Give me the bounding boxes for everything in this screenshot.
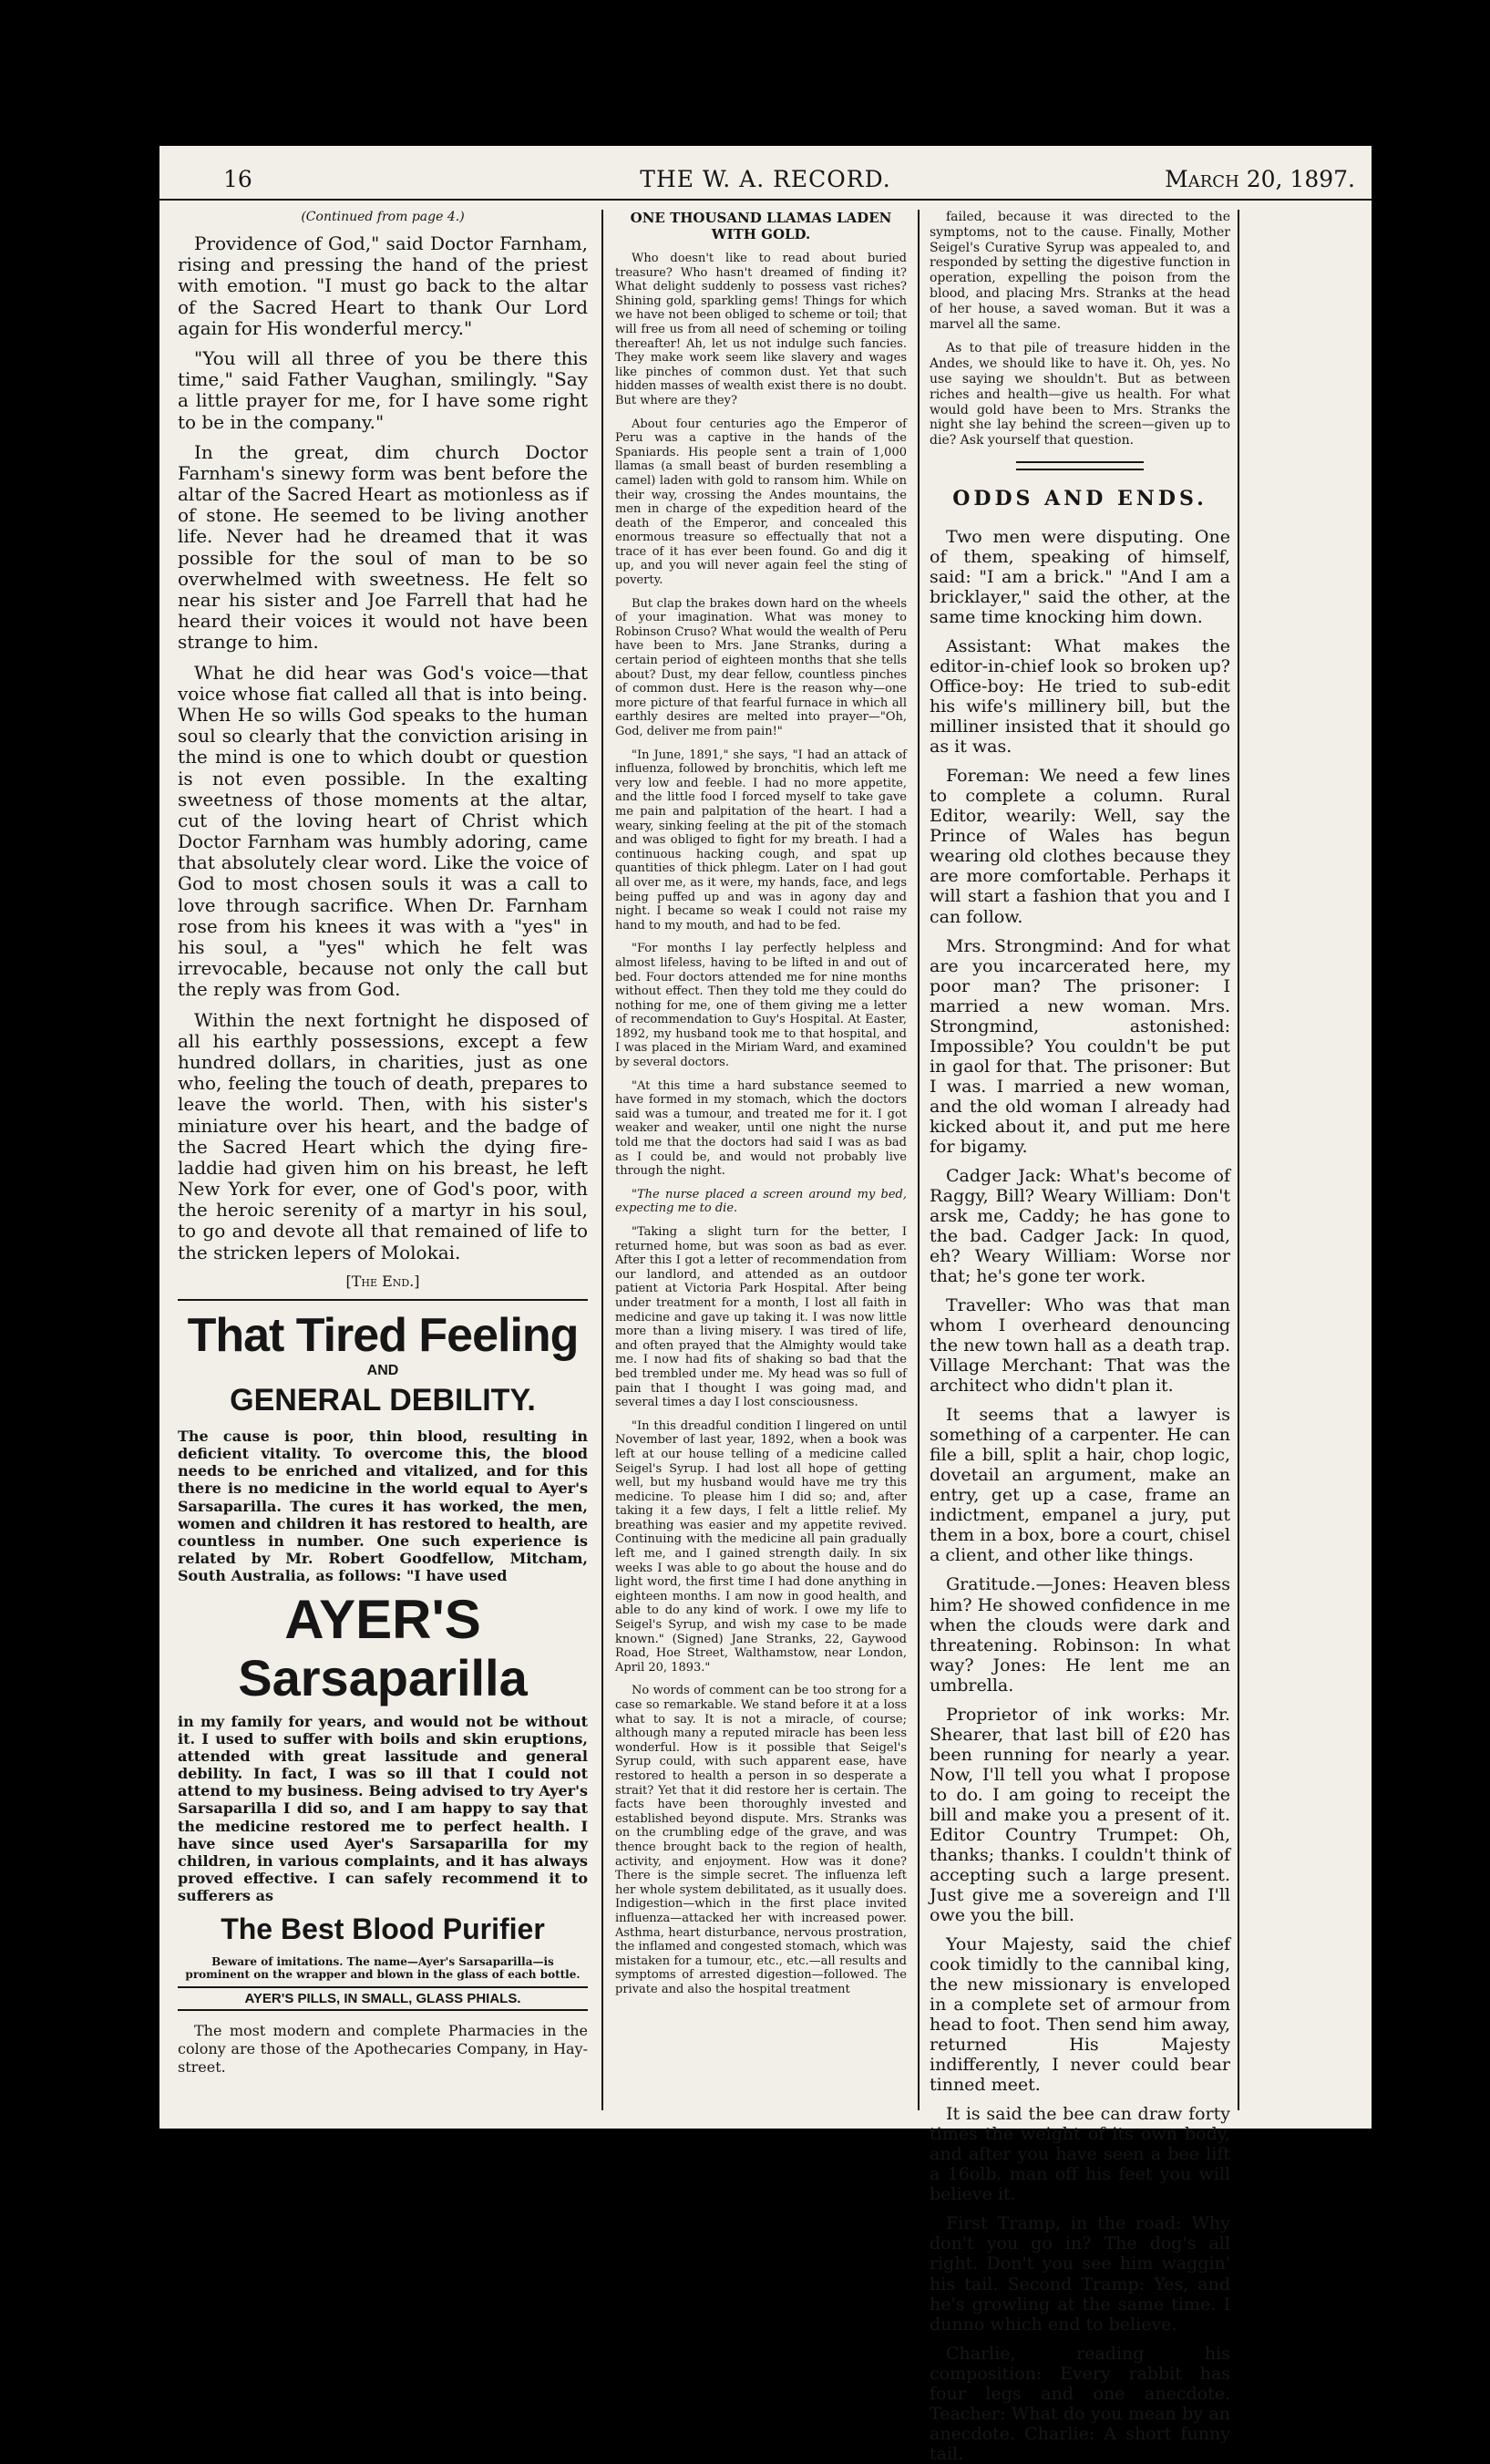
continued-note: (Continued from page 4.) — [301, 210, 465, 224]
column-4-partial — [1249, 210, 1362, 2110]
column-rule-1 — [601, 210, 603, 2110]
odds-paragraph: First Tramp, in the road: Why don't you go in? The dog's all right. Don't you see him waggin' his tail. Second Tramp: Yes, and he's growling at the same time. I dunno which end to believe. — [930, 2213, 1230, 2335]
llamas-paragraph: "For months I lay perfectly helpless and almost lifeless, having to be lifted in and out of bed. Four doctors attended me for nine months without effect. Then they told me they could do nothing for me, one of them giving me a letter of recommendation to Guy's Hospital. At Easter, 1892, my husband took me to that hospital, and I was placed in the Miriam Ward, and examined by several doctors. — [615, 942, 907, 1070]
story-paragraph: What he did hear was God's voice—that voice whose fiat called all that is into being. When He so wills God speaks to the human soul so clearly that the conviction arising in the mind is one to which doubt or question is not even possible. In the exalting sweetness of those moments at the altar, cut of the loving heart of Christ which Doctor Farnham was humbly adoring, came that absolutely clear word. Like the voice of God to most chosen souls it was a call to love through sacrifice. When Dr. Farnham rose from his knees it was with a "yes" in his soul, a "yes" which he felt was irrevocable, because not only the call but the reply was from God. — [178, 661, 588, 1001]
odds-paragraph: Traveller: Who was that man whom I overheard denouncing the new town hall as a death trap. Village Merchant: That was the architect who didn't plan it. — [930, 1295, 1230, 1397]
ad-headline-1: That Tired Feeling — [187, 1308, 579, 1362]
story-paragraph: In the great, dim church Doctor Farnham's sinewy form was bent before the altar of the Sacred Heart as motionless as if of stone. He seemed to be living another life. Never had he dreamed that it was possible for the soul of man to be so overwhelmed with sweetness. He felt so near his sister and Joe Farrell that had he heard their voices it would not have been strange to him. — [178, 440, 588, 654]
ad-tagline: The Best Blood Purifier — [221, 1912, 545, 1945]
ad-brand-1: AYER'S — [284, 1588, 481, 1650]
masthead: THE W. A. RECORD. — [640, 166, 891, 192]
llamas-continued-paragraph: As to that pile of treasure hidden in the Andes, we should like to have it. Oh, yes. No use saying we shouldn't. But as between riches and health—give us health. For what would gold have been to Mrs. Stranks the night she lay behind the screen—given up to die? Ask yourself that question. — [930, 341, 1230, 448]
odds-paragraph: Foreman: We need a few lines to complete a column. Rural Editor, wearily: Well, say the Prince of Wales has begun wearing old clothes because they are more comfortable. Perhaps it will start a fashion that you and I can follow. — [930, 766, 1230, 927]
story-paragraph: Providence of God," said Doctor Farnham, rising and pressing the hand of the priest with emotion. "I must go back to the altar of the Sacred Heart to thank Our Lord again for His wonderful mercy." — [178, 232, 588, 339]
column-1 — [178, 210, 588, 2110]
llamas-paragraph: "At this time a hard substance seemed to have formed in my stomach, which the doctors said was a tumour, and treated me for it. I got weaker and weaker, until one night the nurse told me that the doctors had said I was as bad as I could be, and would not probably live through the night. — [615, 1078, 907, 1179]
newspaper-page — [159, 146, 1372, 2464]
column-2 — [615, 210, 907, 2110]
odds-paragraph: Your Majesty, said the chief cook timidly to the cannibal king, the new missionary is enveloped in a complete set of armour from head to foot. Then send him away, returned His Majesty indifferently, I never could bear tinned meet. — [930, 1934, 1230, 2096]
llamas-paragraph: But clap the brakes down hard on the wheels of your imagination. What was money to Robinson Cruso? What would the wealth of Peru have been to Mrs. Jane Stranks, during a certain period of eighteen months that she tells about? Dust, my dear fellow, countless pinches of common dust. Here is the reason why—one more picture of that fearful furnace in which all earthly desires are melted into prayer—"Oh, God, deliver me from pain!" — [615, 596, 907, 738]
ad-beware: Beware of imitations. The name—Ayer's Sarsaparilla—is prominent on the wrapper and blown in the glass of each bottle. — [185, 1954, 581, 1981]
odds-paragraph: It is said the bee can draw forty times the weight of its own body, and after you have seen a bee lift a 16olb. man off his feet you will believe it. — [930, 2104, 1230, 2205]
llamas-paragraph: Who doesn't like to read about buried treasure? Who hasn't dreamed of finding it? What delight suddenly to possess vast riches? Shining gold, sparkling gems! Things for which we have not been obliged to scheme or toil; that will free us from all need of scheming or toiling thereafter! Ah, let us not indulge such fancies. They make work seem like slavery and wages like pinches of common dust. Yet that such hidden masses of wealth exist there is no doubt. But where are they? — [615, 252, 907, 407]
ad-text-1: The cause is poor, thin blood, resulting in deficient vitality. To overcome this, the blood needs to be enriched and vitalized, and for this there is no medicine in the world equal to Ayer's Sarsaparilla. The cures it has worked, the men, women and children it has restored to health, are countless in number. One such experience is related by Mr. Robert Goodfellow, Mitcham, South Australia, as follows: "I have used — [178, 1427, 588, 1585]
odds-paragraph: Proprietor of ink works: Mr. Shearer, that last bill of £20 has been running for nearly a year. Now, I'll tell you what I propose to do. I am going to receipt the bill and make you a present of it. Editor Country Trumpet: Oh, thanks; thanks. I couldn't think of accepting such a large present. Just give me a sovereign and I'll owe you the bill. — [930, 1704, 1230, 1925]
ayers-advertisement — [178, 1299, 588, 2077]
story-paragraph: "You will all three of you be there this time," said Father Vaughan, smilingly. "Say a little prayer for me, for I have some right to be in the company." — [178, 346, 588, 433]
odds-paragraph: Assistant: What makes the editor-in-chief look so broken up? Office-boy: He tried to sub-edit his wife's millinery bill, but the milliner insisted that it should go as it was. — [930, 636, 1230, 758]
pharmacies-notice: The most modern and complete Pharmacies in the colony are those of the Apothecaries Company, in Hay-street. — [178, 2022, 588, 2077]
page-number: 16 — [223, 166, 252, 192]
story-paragraph: Within the next fortnight he disposed of all his earthly possessions, except a few hundred dollars, in charities, just as one who, feeling the touch of death, prepares to leave the world. Then, with his sister's miniature over his heart, and the badge of the Sacred Heart which the dying fire-laddie had given him on his breast, he left New York for ever, one of God's poor, with the heroic serenity of a martyr in his soul, to go and devote all that remained of life to the stricken lepers of Molokai. — [178, 1008, 588, 1263]
llamas-paragraph: No words of comment can be too strong for a case so remarkable. We stand before it at a loss what to say. It is not a miracle, of course; although many a reputed miracle has been less wonderful. How is it possible that Seigel's Syrup could, with such apparent ease, have restored to health a person in so desperate a strait? Yet that it did restore her is certain. The facts have been thoroughly invested and established beyond dispute. Mrs. Stranks was on the crumbling edge of the grave, and was thence brought back to the region of health, activity, and enjoyment. How was it done? There is the simple secret. The influenza left her whole system debilitated, as it usually does. Indigestion—which in the first place invited influenza—attacked her with increased power. Asthma, heart disturbance, nervous prostration, the inflamed and congested stomach, which was mistaken for a tumour, etc., etc.—all results and symptoms of arrested digestion—followed. The private and also the hospital treatment — [615, 1684, 907, 1996]
llamas-paragraph: "Taking a slight turn for the better, I returned home, but was soon as bad as ever. After this I got a letter of recommendation from our landlord, and attended as an outdoor patient at Victoria Park Hospital. After being under treatment for a month, I lost all faith in medicine and gave up taking it. I was now little more than a living misery. I was tired of life, and often prayed that the Almighty would take me. I now had fits of shaking so bad that the bed trembled under me. My head was so full of pain that I thought I was going mad, and several times a day I lost consciousness. — [615, 1225, 907, 1410]
ad-headline-2: GENERAL DEBILITY. — [230, 1382, 536, 1418]
odds-paragraph: Gratitude.—Jones: Heaven bless him? He showed confidence in me when the clouds were dark and threatening. Robinson: In what way? Jones: He lent me an umbrella. — [930, 1574, 1230, 1696]
odds-paragraph: Charlie, reading his composition: Every rabbit has four legs and one anecdote. Teacher: What do you mean by an anecdote. Charlie: A short funny tail. — [930, 2343, 1230, 2464]
page-header — [159, 162, 1372, 201]
odds-and-ends-title: ODDS AND ENDS. — [952, 486, 1207, 510]
odds-paragraph: It seems that a lawyer is something of a carpenter. He can file a bill, split a hair, chop logic, dovetail an argument, make an entry, get up a case, frame an indictment, empanel a jury, put them in a box, bore a court, chisel a client, and other like things. — [930, 1405, 1230, 1566]
llamas-paragraph: About four centuries ago the Emperor of Peru was a captive in the hands of the Spaniards. His people sent a train of 1,000 llamas (a small beast of burden resembling a camel) laden with gold to ransom him. While on their way, crossing the Andes mountains, the men in charge of the expedition heard of the death of the Emperor, and concealed this enormous treasure so effectually that not a trace of it has ever been found. Go and dig it up, and you will never again feel the sting of poverty. — [615, 417, 907, 588]
llamas-title: ONE THOUSAND LLAMAS LADEN WITH GOLD. — [630, 210, 892, 242]
llamas-paragraph: "In June, 1891," she says, "I had an attack of influenza, followed by bronchitis, which left me very low and feeble. I had no more appetite, and the little food I forced myself to take gave me pain and palpitation of the heart. I had a weary, sinking feeling at the pit of the stomach and was obliged to fight for my breath. I had a continuous hacking cough, and spat up quantities of thick phlegm. Later on I had gout all over me, as it were, my hands, face, and legs being puffed up and was in agony day and night. I became so weak I could not raise my hand to my mouth, and had to be fed. — [615, 747, 907, 933]
ad-brand-2: Sarsaparilla — [238, 1648, 528, 1706]
ad-and: AND — [366, 1362, 399, 1378]
ad-pills: AYER'S PILLS, IN SMALL, GLASS PHIALS. — [178, 1986, 588, 2011]
llamas-continued-paragraph: failed, because it was directed to the symptoms, not to the cause. Finally, Mother Seigel's Curative Syrup was appealed to, and responded by setting the digestive function in operation, expelling the poison from the blood, and placing Mrs. Stranks at the head of her house, a saved woman. But it was a marvel all the same. — [930, 210, 1230, 332]
column-3 — [930, 210, 1230, 2464]
ad-text-2: in my family for years, and would not be without it. I used to suffer with boils and skin eruptions, attended with great lassitude and general debility. In fact, I was so ill that I could not attend to my business. Being advised to try Ayer's Sarsaparilla I did so, and I am happy to say that the medicine restored me to perfect health. I have since used Ayer's Sarsaparilla for my children, in various complaints, and it has always proved effective. I can safely recommend it to sufferers as — [178, 1712, 588, 1905]
the-end: [The End.] — [345, 1272, 420, 1290]
llamas-paragraph: "The nurse placed a screen around my bed, expecting me to die. — [615, 1187, 907, 1216]
odds-paragraph: Two men were disputing. One of them, speaking of himself, said: "I am a brick." "And I am a bricklayer," said the other, at the same time knocking him down. — [930, 526, 1230, 628]
odds-paragraph: Mrs. Strongmind: And for what are you incarcerated here, my poor man? The prisoner: I married a new woman. Mrs. Strongmind, astonished: Impossible? You couldn't be put in gaol for that. The prisoner: But I was. I married a new woman, and the old woman I already had kicked about it, and put me here for bigamy. — [930, 935, 1230, 1157]
odds-paragraph: Cadger Jack: What's become of Raggy, Bill? Weary William: Don't arsk me, Caddy; he has gone to the bad. Cadger Jack: In quod, eh? Weary William: Worse nor that; he's gone ter work. — [930, 1165, 1230, 1287]
section-separator — [1016, 461, 1144, 470]
issue-date: March 20, 1897. — [1165, 166, 1355, 192]
llamas-paragraph: "In this dreadful condition I lingered on until November of last year, 1892, when a book was left at our house telling of a medicine called Seigel's Syrup. I had lost all hope of getting well, but my husband would have me try this medicine. To please him I did so; and, after taking it a few days, I felt a little relief. My breathing was easier and my appetite revived. Continuing with the medicine all pain gradually left me, and I gained strength daily. In six weeks I was able to go about the house and do light word, the first time I had done anything in eighteen months. I am now in good health, and able to do any kind of work. I owe my life to Seigel's Syrup, and wish my case to be made known." (Signed) Jane Stranks, 22, Gaywood Road, Hoe Street, Walthamstow, near London, April 20, 1893." — [615, 1418, 907, 1675]
column-rule-2 — [918, 210, 920, 2110]
column-rule-3 — [1238, 210, 1239, 2110]
